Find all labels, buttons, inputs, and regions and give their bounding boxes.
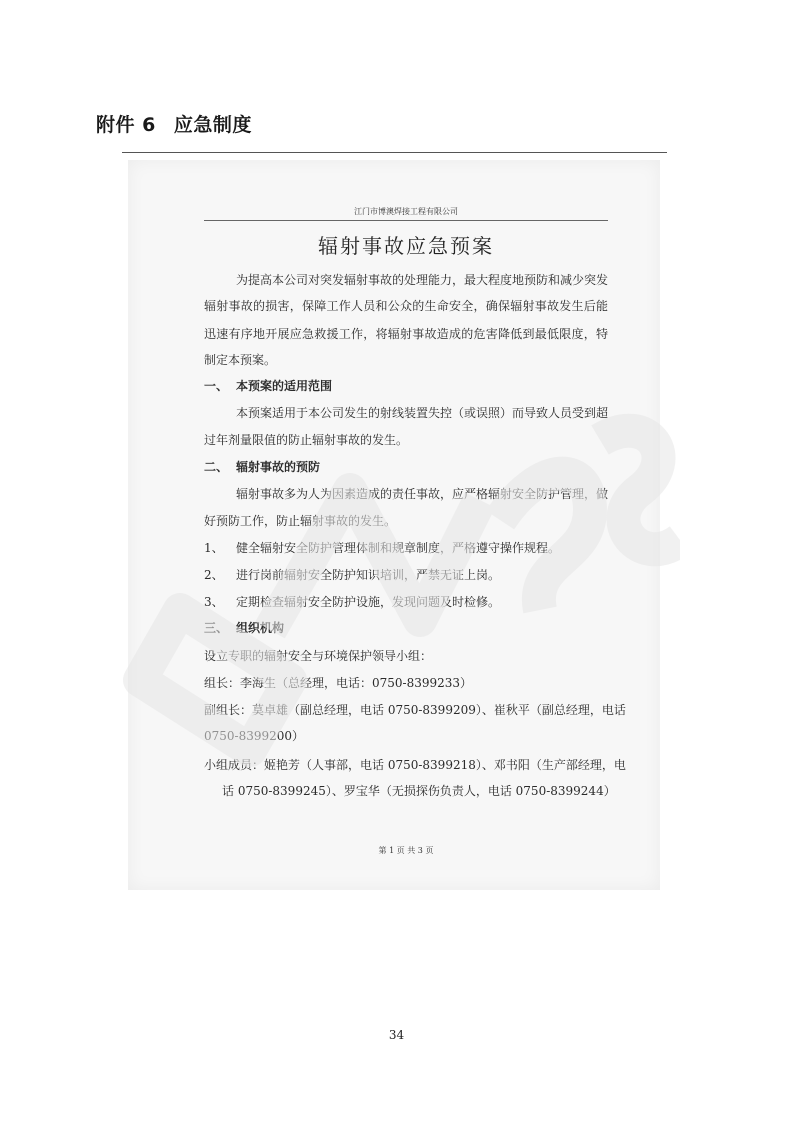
section-number: 三、: [204, 621, 229, 635]
org-line: 0750-8399200）: [204, 729, 305, 743]
section-text: 本预案适用于本公司发生的射线装置失控（或误照）而导致人员受到超: [236, 406, 609, 420]
org-line: 设立专职的辐射安全与环境保护领导小组：: [204, 649, 433, 663]
org-line: 小组成员：姬艳芳（人事部，电话 0750-8399218）、邓书阳（生产部经理，电: [204, 758, 626, 772]
list-item: [204, 567, 500, 583]
document-title: 辐射事故应急预案: [318, 234, 494, 258]
section-text: 好预防工作，防止辐射事故的发生。: [204, 514, 397, 528]
list-item: [204, 594, 500, 610]
org-line: 副组长：莫卓雄（副总经理，电话 0750-8399209）、崔秋平（副总经理，电话: [204, 703, 626, 717]
intro-line: 辐射事故的损害，保障工作人员和公众的生命安全，确保辐射事故发生后能: [204, 299, 608, 313]
section-title: 本预案的适用范围: [236, 379, 333, 393]
list-item: [204, 540, 560, 556]
section-title: 组织机构: [236, 621, 285, 635]
section-heading: [204, 378, 332, 394]
list-item-number: 2、: [204, 568, 224, 582]
intro-line: 制定本预案。: [204, 353, 277, 367]
section-heading: [204, 459, 320, 475]
list-item-number: 1、: [204, 541, 224, 555]
list-item-text: 进行岗前辐射安全防护知识培训，严禁无证上岗。: [236, 568, 501, 582]
attachment-number: 附件 6: [96, 114, 156, 136]
intro-line: 为提高本公司对突发辐射事故的处理能力，最大程度地预防和减少突发: [236, 273, 609, 287]
attachment-title: 应急制度: [173, 114, 252, 136]
section-title: 辐射事故的预防: [236, 460, 321, 474]
page-number: 34: [388, 1028, 405, 1042]
document-page-footer: 第 1 页 共 3 页: [378, 846, 434, 855]
document-company-header: 江门市博澳焊接工程有限公司: [354, 207, 458, 216]
attachment-heading: [96, 110, 252, 137]
intro-line: 迅速有序地开展应急救援工作，将辐射事故造成的危害降低到最低限度，特: [204, 327, 608, 341]
section-text: 辐射事故多为人为因素造成的责任事故，应严格辐射安全防护管理，做: [236, 487, 609, 501]
section-heading: [204, 620, 284, 636]
list-item-text: 健全辐射安全防护管理体制和规章制度，严格遵守操作规程。: [236, 541, 561, 555]
section-number: 一、: [204, 379, 229, 393]
heading-divider: [122, 152, 667, 153]
org-line: 组长：李海生（总经理，电话：0750-8399233）: [204, 676, 473, 690]
section-number: 二、: [204, 460, 229, 474]
section-text: 过年剂量限值的防止辐射事故的发生。: [204, 433, 409, 447]
list-item-text: 定期检查辐射安全防护设施，发现问题及时检修。: [236, 595, 501, 609]
document-header-rule: [204, 220, 608, 221]
org-line: 话 0750-8399245）、罗宝华（无损探伤负责人，电话 0750-8399244）: [222, 784, 616, 798]
list-item-number: 3、: [204, 595, 224, 609]
